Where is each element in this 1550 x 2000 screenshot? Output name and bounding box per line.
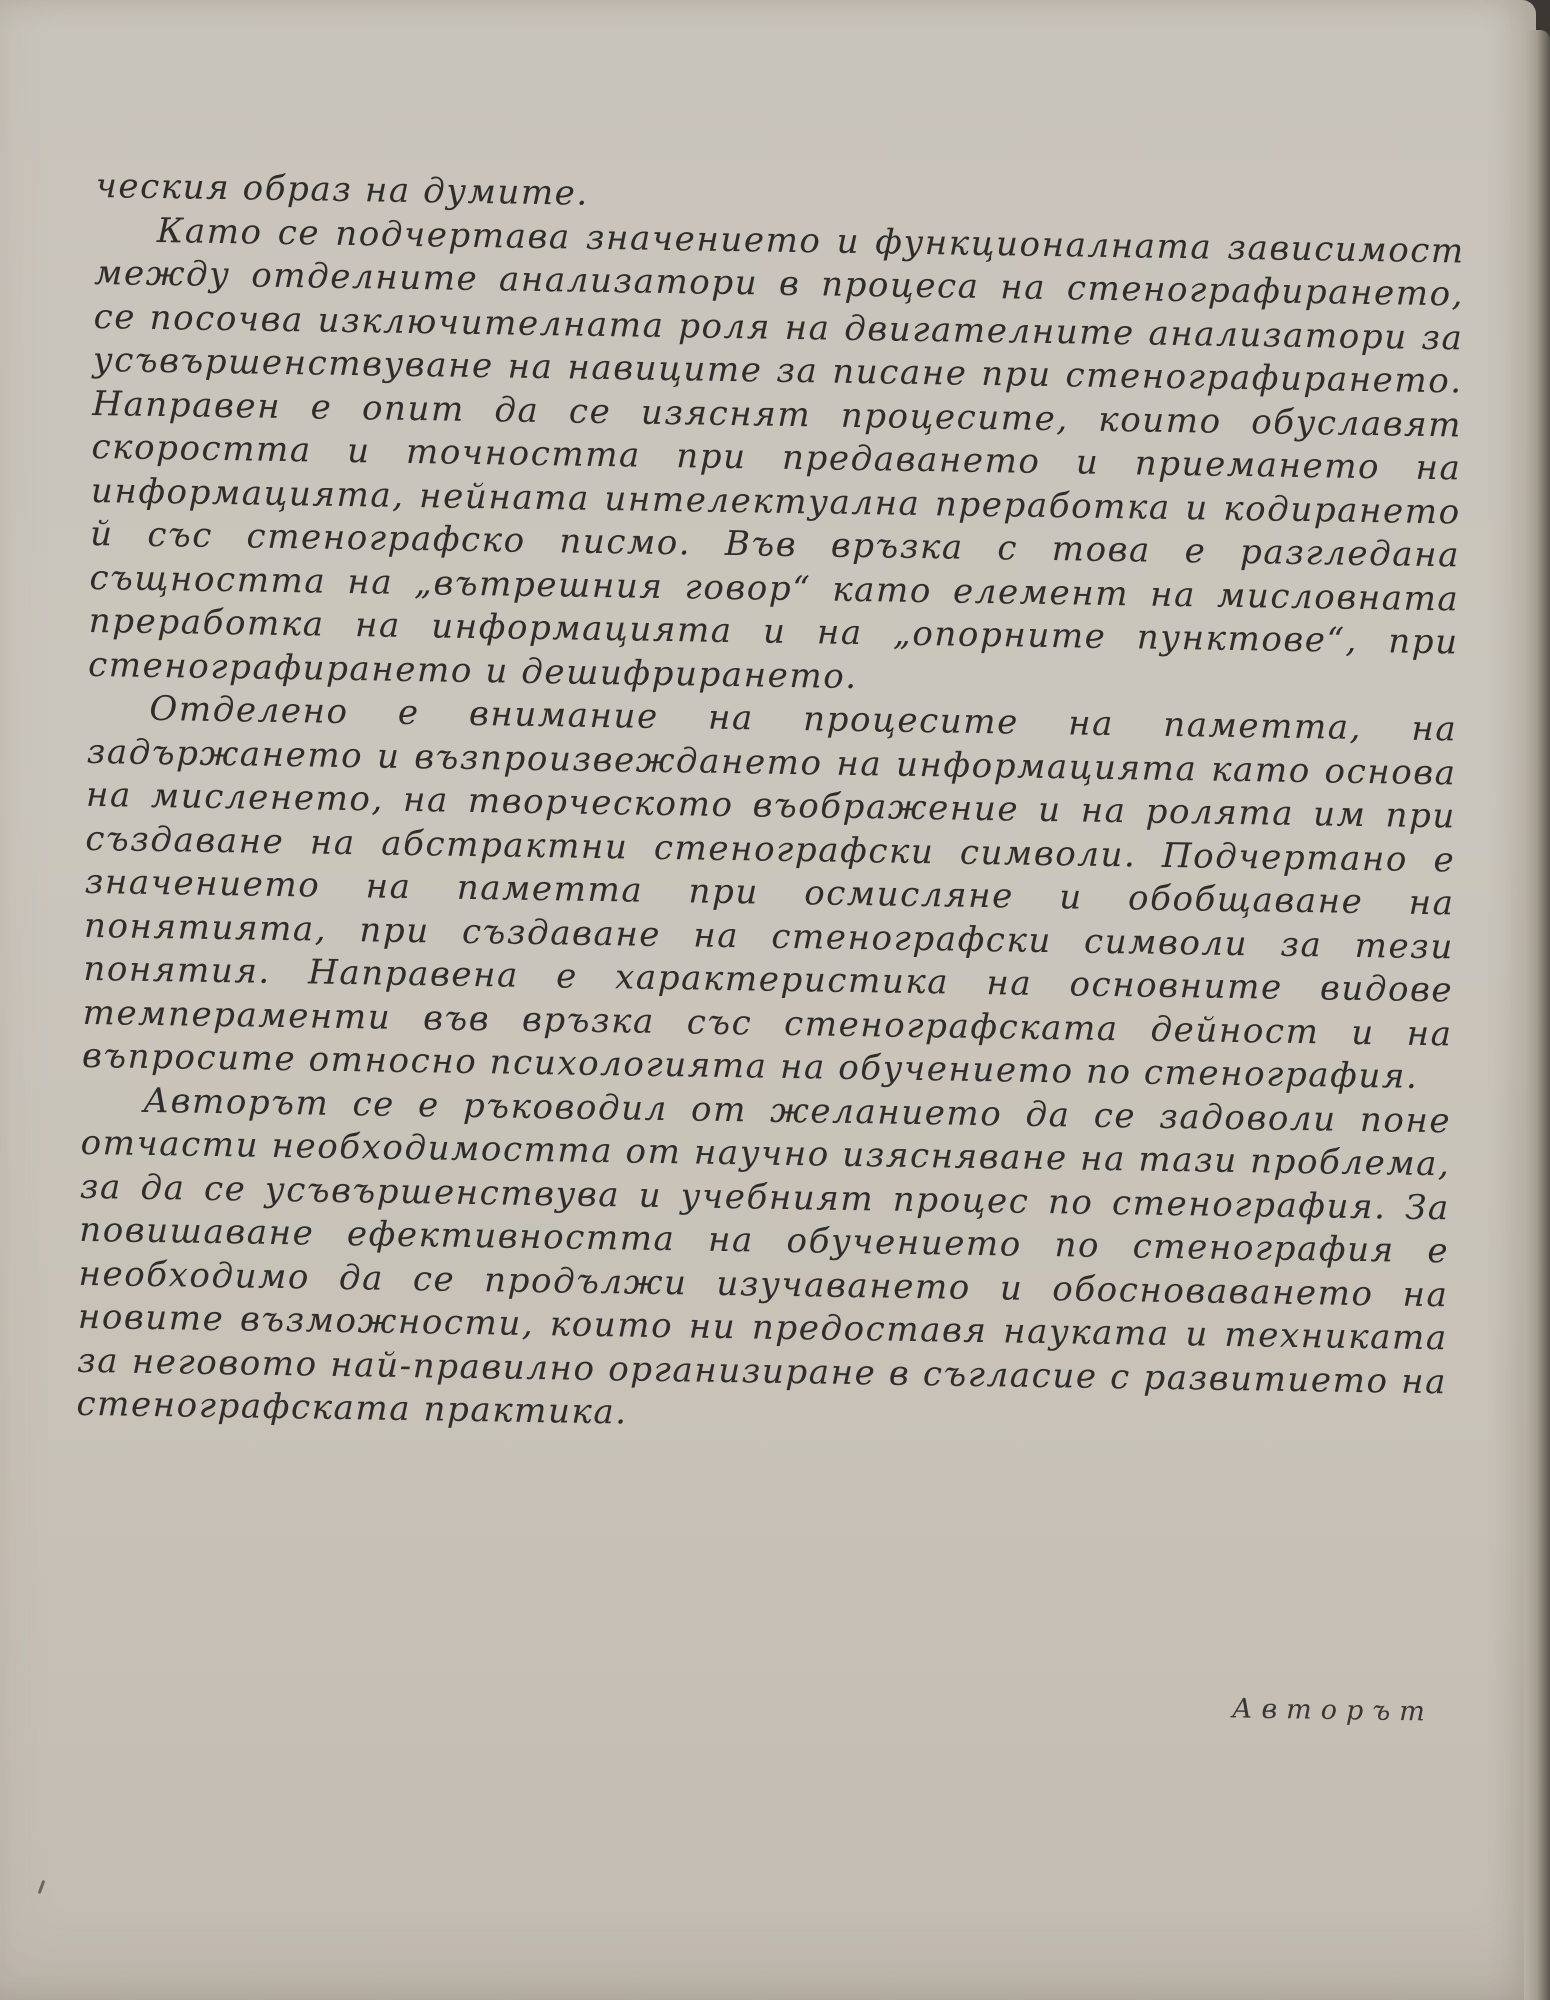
- page-text: [76, 165, 1466, 1448]
- paragraph-analyzers: Като се подчертава значението и функционалната зависимост между отделните анализатори в процеса на стенографирането, се посочва изключителната роля на двигателните анализатори за усъвършенствуване на навиците за писане при стенографирането. Направен е опит да се изяснят процесите, които обуславят скоростта и точността при предаването и приемането на информацията, нейната интелектуална преработка и кодирането й със стенографско писмо. Във връзка с това е разгледана същността на „вътрешния говор“ като елемент на мисловната преработка на информацията и на „опорните пунктове“, при стенографирането и дешифрирането.: [87, 210, 1466, 697]
- author-signature: Авторът: [1231, 1693, 1435, 1728]
- paragraph-author-aim: Авторът се е ръководил от желанието да се задоволи поне отчасти необходимостта от научно изясняване на тази проблема, за да се усъвършенствува и учебният процес по стенография. За повишаване ефективността на обучението по стенография е необходимо да се продължи изучаването и обосноваването на новите възможности, които ни предоставя науката и техниката за неговото най-правилно организиране в съгласие с развитието на стенографската практика.: [76, 1080, 1452, 1433]
- paragraph-continuation: ческия образ на думите.: [95, 165, 590, 214]
- paper-speck: [38, 1880, 46, 1894]
- paragraph-memory: Отделено е внимание на процесите на паметта, на задържането и възпроизвеждането на информацията като основа на мисленето, на творческото въображение и на ролята им при създаване на абстрактни стенографски символи. Подчертано е значението на паметта при осмисляне и обобщаване на понятията, при създаване на стенографски символи за тези понятия. Направена е характеристика на основните видове темпераменти във връзка със стенографската дейност и на въпросите относно психологията на обучението по стенография.: [81, 688, 1458, 1097]
- page-edge: [1524, 30, 1550, 2000]
